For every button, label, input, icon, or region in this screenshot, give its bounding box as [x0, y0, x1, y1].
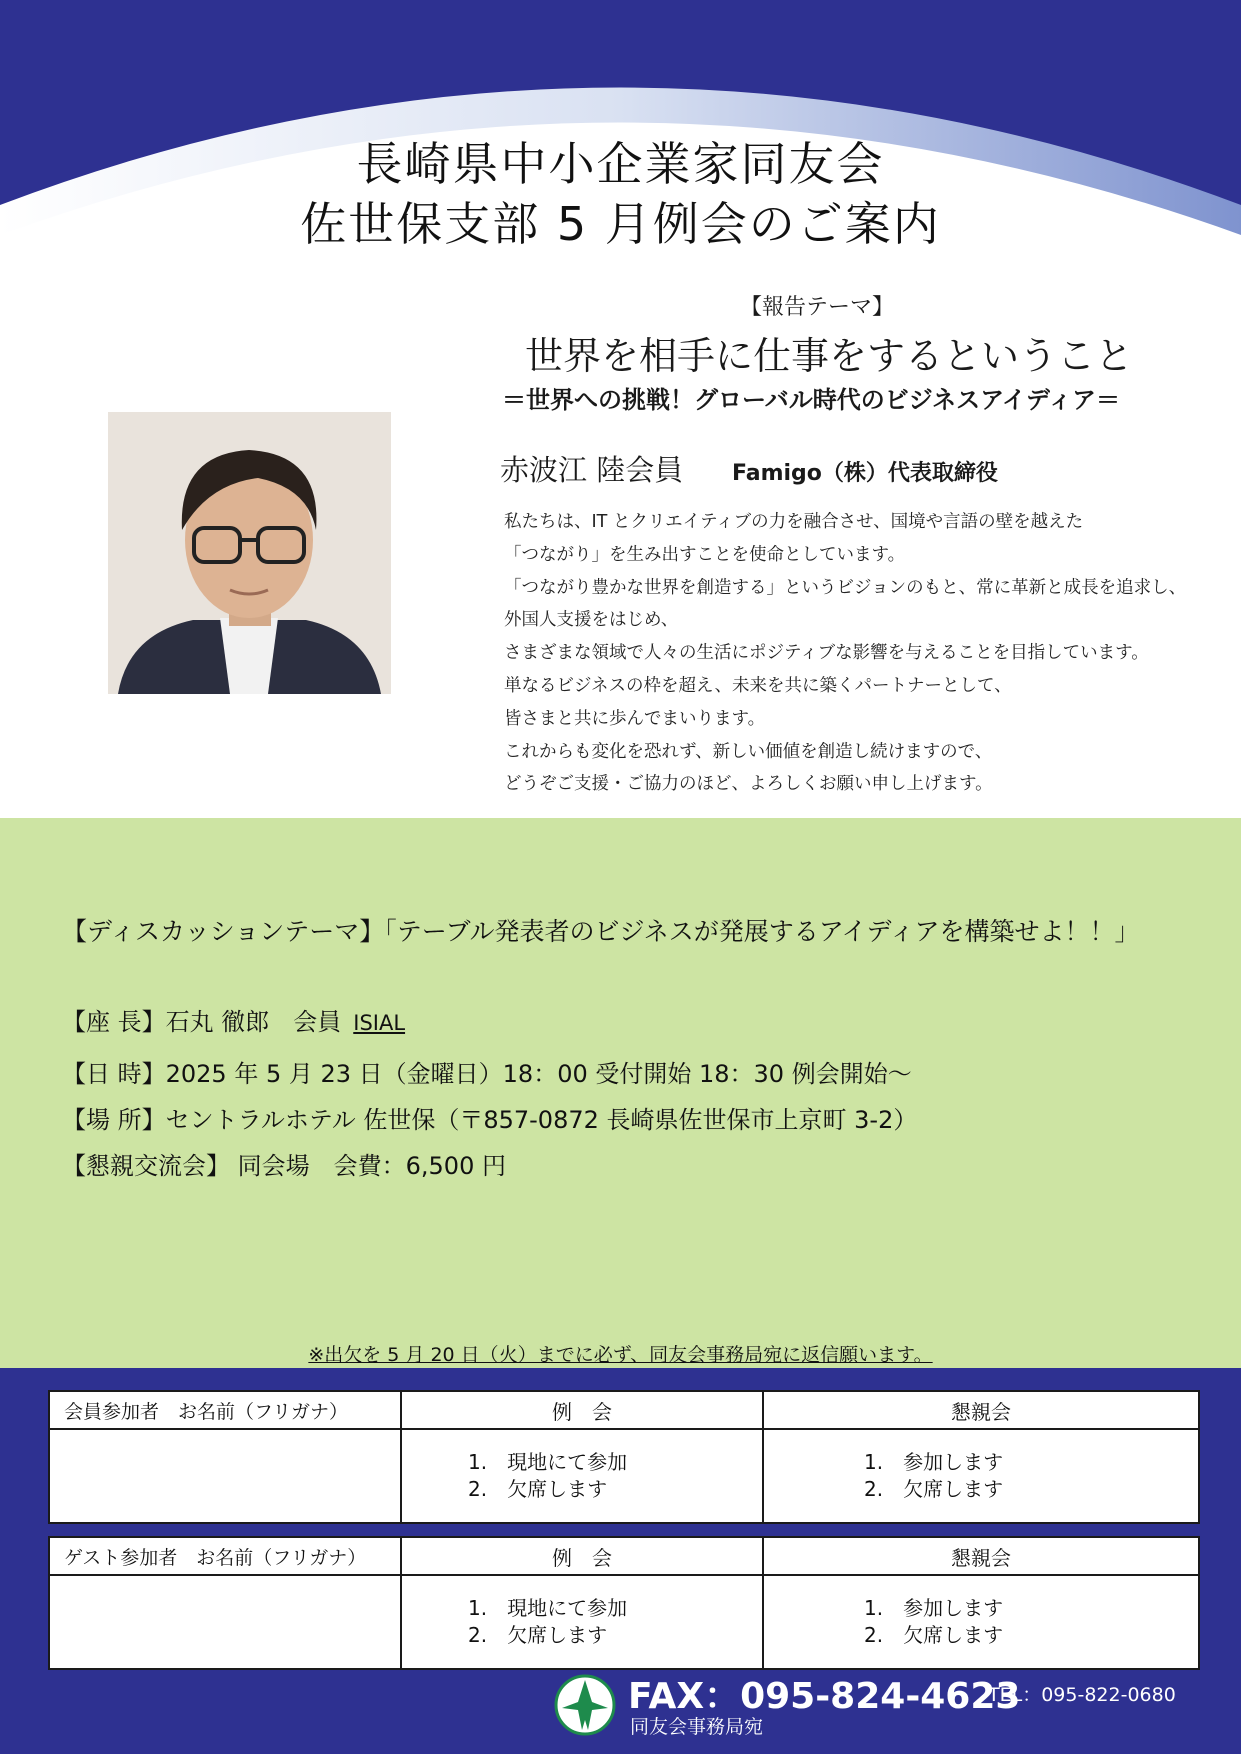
guest-rsvp-table	[48, 1536, 1200, 1670]
page-title-line2: 佐世保支部 5 月例会のご案内	[300, 197, 941, 251]
meeting-option-absent[interactable]: 2. 欠席します	[468, 1623, 608, 1647]
chair-name: 【座 長】石丸 徹郎 会員	[62, 1008, 342, 1036]
page-title-line1: 長崎県中小企業家同友会	[356, 137, 885, 191]
meeting-header: 例 会	[401, 1537, 763, 1575]
chair-line	[62, 1002, 405, 1037]
party-line: 【懇親交流会】 同会場 会費：6,500 円	[62, 1152, 506, 1180]
member-name-header: 会員参加者 お名前（フリガナ）	[49, 1391, 401, 1429]
intro-line: 皆さまと共に歩んでまいります。	[504, 708, 766, 729]
table-header-row	[49, 1537, 1199, 1575]
speaker-name: 赤波江 陸会員	[500, 453, 684, 487]
intro-line: 「つながり」を生み出すことを使命としています。	[504, 544, 906, 565]
party-option-attend[interactable]: 1. 参加します	[864, 1596, 1004, 1620]
event-details-section	[0, 818, 1241, 1370]
speaker-introduction	[504, 506, 1224, 801]
guest-name-field[interactable]	[49, 1575, 401, 1669]
speaker-company: Famigo（株）代表取締役	[732, 461, 998, 486]
report-theme-label: 【報告テーマ】	[740, 295, 895, 320]
member-name-field[interactable]	[49, 1429, 401, 1523]
meeting-option-attend[interactable]: 1. 現地にて参加	[468, 1596, 628, 1620]
party-header: 懇親会	[763, 1391, 1199, 1429]
table-row	[49, 1575, 1199, 1669]
datetime-line: 【日 時】2025 年 5 月 23 日（金曜日）18：00 受付開始 18：30 例会開始～	[62, 1060, 912, 1088]
chair-organization: ISIAL	[353, 1011, 406, 1035]
meeting-option-attend[interactable]: 1. 現地にて参加	[468, 1450, 628, 1474]
intro-line: 私たちは、IT とクリエイティブの力を融合させ、国境や言語の壁を越えた	[504, 512, 1084, 532]
party-header: 懇親会	[763, 1537, 1199, 1575]
speaker-photo	[108, 412, 391, 694]
doyukai-logo-icon	[554, 1672, 616, 1738]
meeting-options[interactable]	[401, 1575, 763, 1669]
table-row	[49, 1429, 1199, 1523]
intro-line: これからも変化を恐れず、新しい価値を創造し続けますので、	[504, 741, 993, 762]
guest-name-header: ゲスト参加者 お名前（フリガナ）	[49, 1537, 401, 1575]
fax-number: FAX：095-824-4623	[628, 1676, 1021, 1717]
party-options[interactable]	[763, 1575, 1199, 1669]
intro-line: さまざまな領域で人々の生活にポジティブな影響を与えることを目指しています。	[504, 643, 1149, 664]
report-theme-subtitle: ＝世界への挑戦！グローバル時代のビジネスアイディア＝	[502, 386, 1120, 414]
member-rsvp-table	[48, 1390, 1200, 1524]
intro-line: 「つながり豊かな世界を創造する」というビジョンのもと、常に革新と成長を追求し、	[504, 577, 1187, 598]
discussion-theme: 【ディスカッションテーマ】「テーブル発表者のビジネスが発展するアイディアを構築せよ！！」	[62, 917, 1140, 946]
party-option-absent[interactable]: 2. 欠席します	[864, 1623, 1004, 1647]
meeting-header: 例 会	[401, 1391, 763, 1429]
fax-destination: 同友会事務局宛	[630, 1716, 764, 1738]
tel-number: TEL：095-822-0680	[988, 1684, 1176, 1706]
intro-line: 外国人支援をはじめ、	[504, 610, 679, 631]
party-option-attend[interactable]: 1. 参加します	[864, 1450, 1004, 1474]
meeting-option-absent[interactable]: 2. 欠席します	[468, 1477, 608, 1501]
intro-line: 単なるビジネスの枠を超え、未来を共に築くパートナーとして、	[504, 675, 1012, 696]
intro-line: どうぞご支援・ご協力のほど、よろしくお願い申し上げます。	[504, 774, 993, 795]
party-options[interactable]	[763, 1429, 1199, 1523]
rsvp-deadline-note: ※出欠を 5 月 20 日（火）までに必ず、同友会事務局宛に返信願います。	[308, 1344, 933, 1366]
meeting-options[interactable]	[401, 1429, 763, 1523]
table-header-row	[49, 1391, 1199, 1429]
venue-line: 【場 所】セントラルホテル 佐世保（〒857-0872 長崎県佐世保市上京町 3-2）	[62, 1106, 918, 1134]
party-option-absent[interactable]: 2. 欠席します	[864, 1477, 1004, 1501]
report-theme-title: 世界を相手に仕事をするということ	[525, 334, 1134, 378]
